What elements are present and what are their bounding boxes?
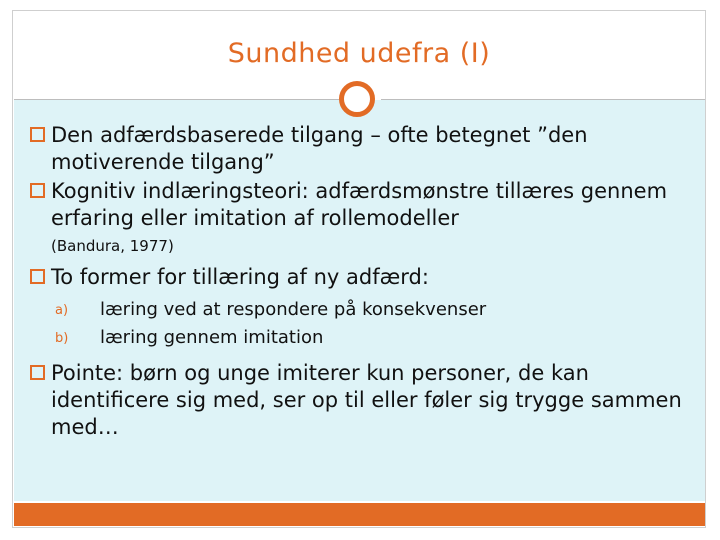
sub-item-letter: a) [55, 303, 69, 318]
slide-title: Sundhed udefra (I) [227, 38, 491, 69]
sub-item [30, 296, 700, 324]
square-bullet-icon [30, 269, 45, 284]
bullet-list [30, 122, 700, 441]
bullet-item [30, 178, 700, 232]
bullet-text: Pointe: børn og unge imiterer kun personer, de kan identificere sig med, ser op til eller føler sig trygge sammen med… [51, 361, 682, 439]
bullet-item [30, 122, 700, 176]
circle-ornament-icon [339, 81, 375, 117]
sub-item-text: læring gennem imitation [100, 327, 324, 348]
bullet-item [30, 264, 700, 291]
sub-item-letter: b) [55, 331, 69, 346]
bullet-item [30, 360, 700, 441]
square-bullet-icon [30, 365, 45, 380]
sub-item [30, 324, 700, 352]
sub-list [30, 296, 700, 352]
footer-accent-bar [14, 503, 705, 526]
bullet-text: Den adfærdsbaserede tilgang – ofte betegnet ”den motiverende tilgang” [51, 123, 588, 174]
square-bullet-icon [30, 183, 45, 198]
bullet-text: To former for tillæring af ny adfærd: [51, 265, 429, 289]
square-bullet-icon [30, 127, 45, 142]
citation: (Bandura, 1977) [51, 237, 174, 255]
sub-item-text: læring ved at respondere på konsekvenser [100, 299, 487, 320]
bullet-text: Kognitiv indlæringsteori: adfærdsmønstre tillæres gennem erfaring eller imitation af rollemodeller [51, 179, 668, 230]
